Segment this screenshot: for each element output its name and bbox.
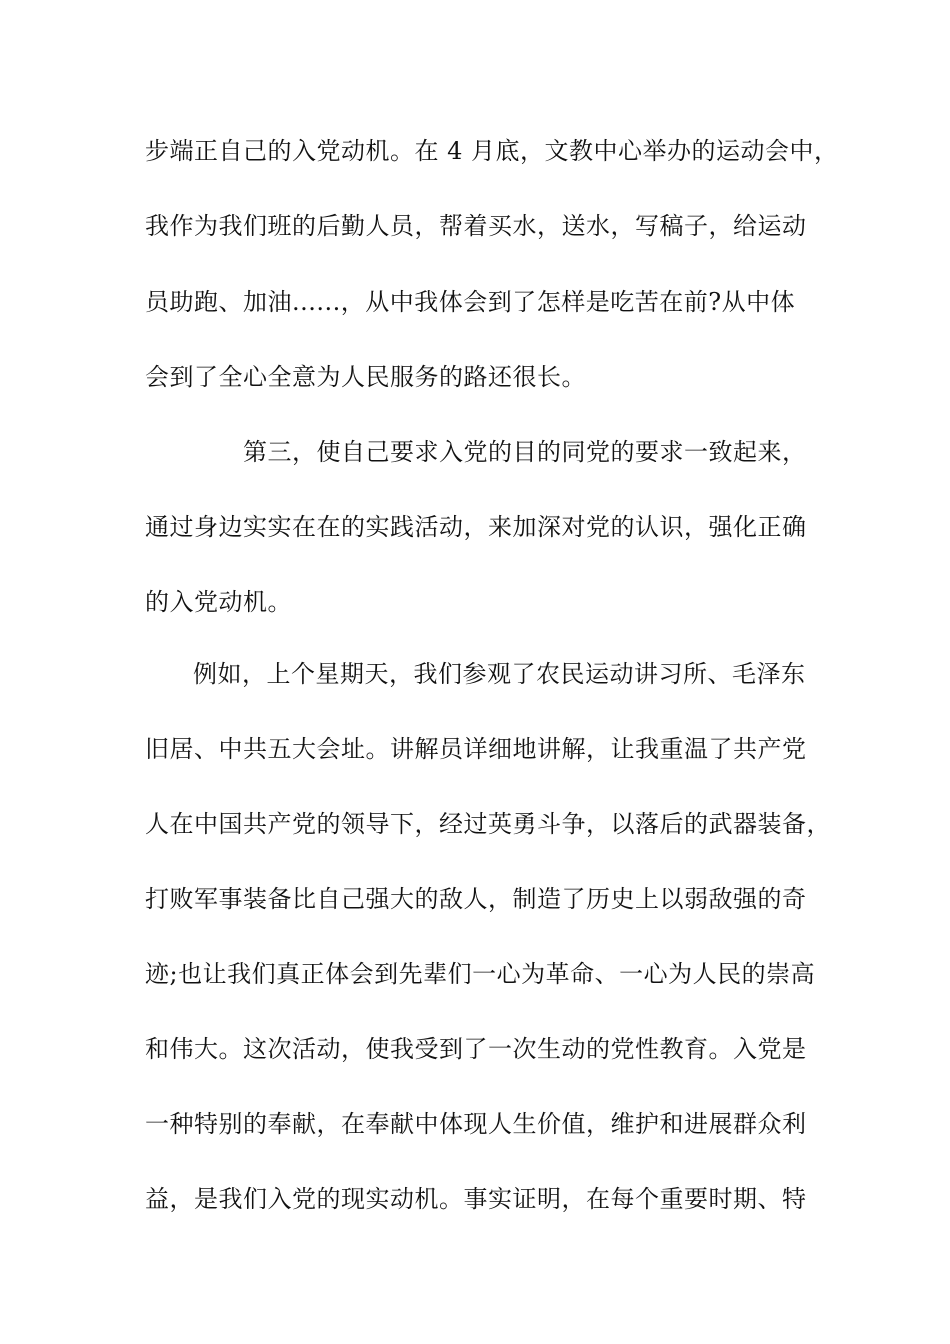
text-line-2: 我作为我们班的后勤人员，帮着买水，送水，写稿子，给运动 — [145, 212, 807, 240]
text-line-5-indented: 第三，使自己要求入党的目的同党的要求一致起来， — [243, 438, 807, 466]
text-line-8-indented: 例如，上个星期天，我们参观了农民运动讲习所、毛泽东 — [193, 660, 806, 688]
text-line-7: 的入党动机。 — [145, 588, 292, 616]
text-line-11: 打败军事装备比自己强大的敌人，制造了历史上以弱敌强的奇 — [145, 885, 807, 913]
text-line-14: 一种特别的奉献，在奉献中体现人生价值，维护和进展群众利 — [145, 1110, 807, 1138]
text-line-15: 益，是我们入党的现实动机。事实证明，在每个重要时期、特 — [145, 1185, 807, 1213]
text-line-3: 员助跑、加油......，从中我体会到了怎样是吃苦在前?从中体 — [145, 288, 796, 316]
text-line-9: 旧居、中共五大会址。讲解员详细地讲解，让我重温了共产党 — [145, 735, 807, 763]
text-line-4: 会到了全心全意为人民服务的路还很长。 — [145, 363, 586, 391]
text-line-6: 通过身边实实在在的实践活动，来加深对党的认识，强化正确 — [145, 513, 807, 541]
text-line-10: 人在中国共产党的领导下，经过英勇斗争，以落后的武器装备， — [145, 810, 831, 838]
text-line-13: 和伟大。这次活动，使我受到了一次生动的党性教育。入党是 — [145, 1035, 807, 1063]
text-line-12: 迹;也让我们真正体会到先辈们一心为革命、一心为人民的崇高 — [145, 960, 816, 988]
text-line-1: 步端正自己的入党动机。在 4 月底，文教中心举办的运动会中， — [145, 137, 839, 165]
